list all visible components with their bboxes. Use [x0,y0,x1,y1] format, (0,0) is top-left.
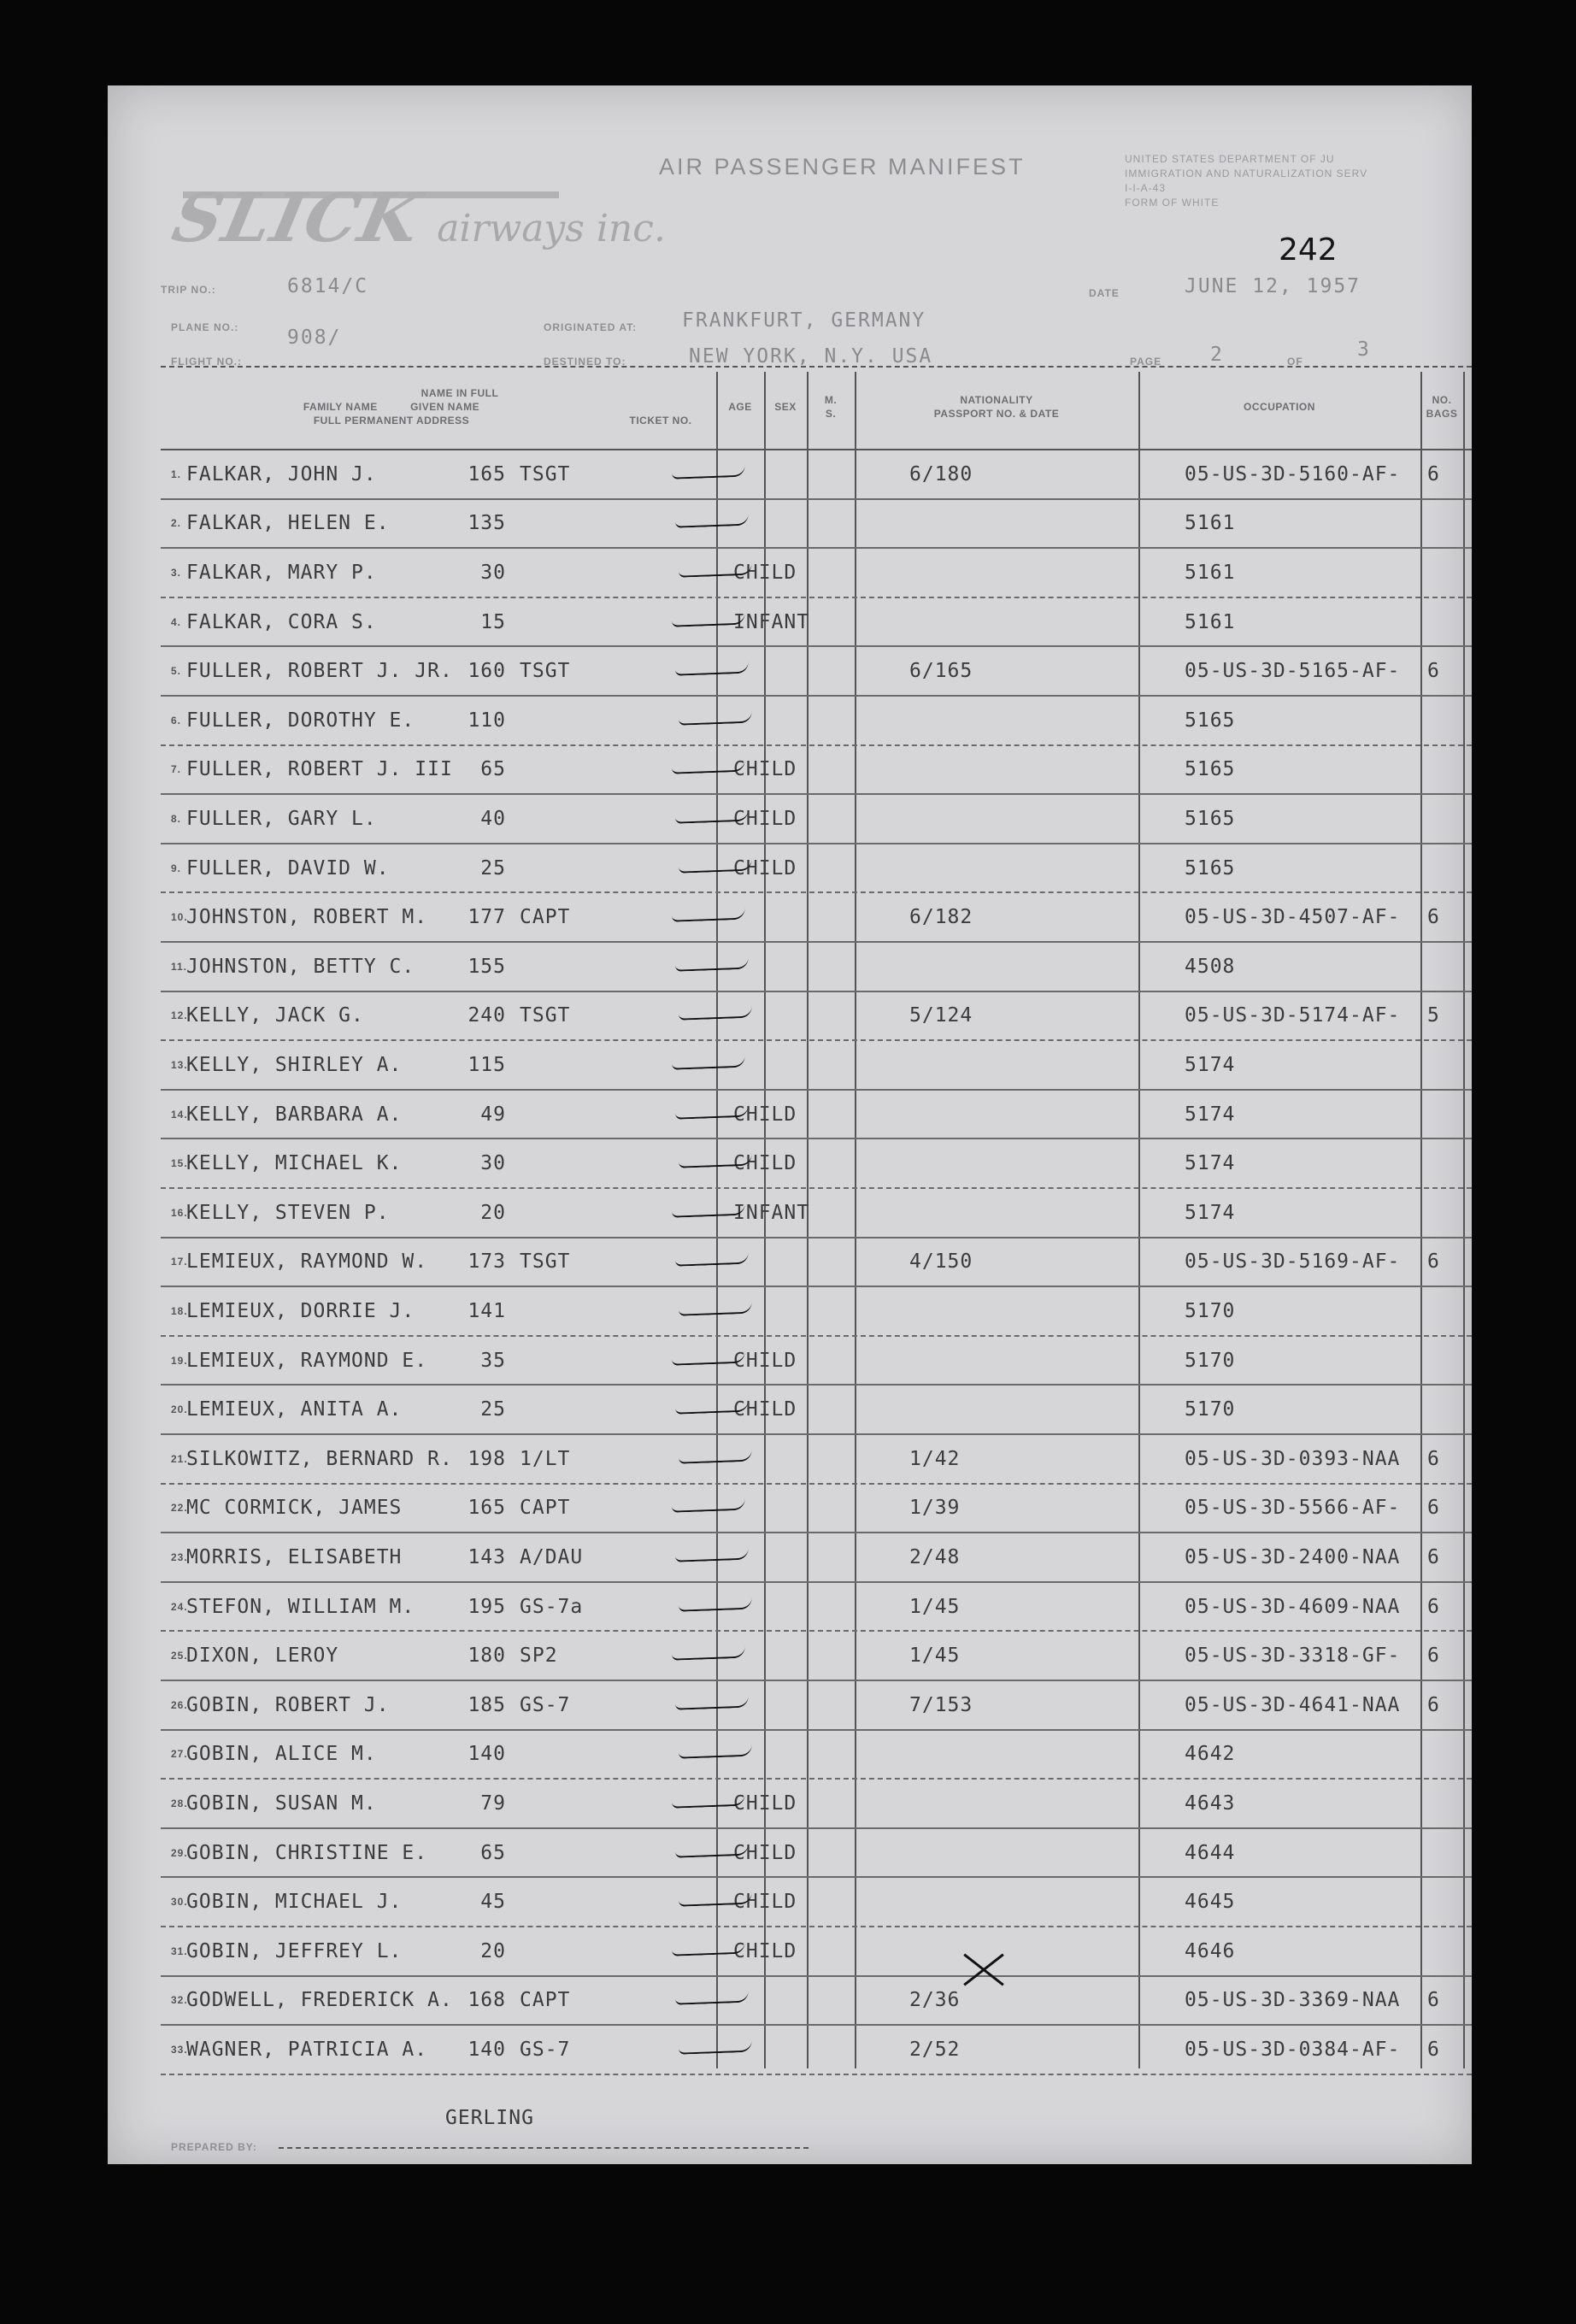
handwritten-check-stroke [672,1056,745,1070]
table-row [161,795,1472,844]
table-row [161,1780,1472,1829]
row-number: 14. [171,1108,188,1121]
table-row [161,1632,1472,1681]
passenger-name: GOBIN, CHRISTINE E. [186,1841,428,1864]
ticket-number: 20 [480,1201,506,1224]
header-nationality: NATIONALITY [960,394,1033,406]
table-row [161,1681,1472,1731]
bag-count: 6 [1427,1989,1440,2012]
ticket-number: 240 [468,1004,506,1027]
row-number: 18. [171,1304,188,1317]
occupation-code: 05-US-3D-5174-AF- [1185,1004,1401,1027]
row-number: 30. [171,1896,188,1909]
row-number: 3. [171,566,182,579]
trip-number: 6814/C [287,275,369,297]
passenger-name: GOBIN, ALICE M. [186,1743,377,1766]
header-bags-2: BAGS [1426,408,1458,420]
row-number: 20. [171,1403,188,1416]
occupation-code: 5165 [1185,807,1236,830]
passenger-name: FULLER, GARY L. [186,807,377,830]
header-name-3: FULL PERMANENT ADDRESS [313,415,470,427]
passenger-name: LEMIEUX, ANITA A. [186,1398,403,1421]
destination-value: NEW YORK, N.Y. USA [689,345,933,368]
handwritten-check-stroke [679,858,752,873]
age-category: CHILD [733,1841,797,1864]
passenger-name: DIXON, LEROY [186,1644,339,1668]
bag-count: 6 [1427,660,1440,683]
passport-number: 6/182 [909,906,973,929]
row-number: 7. [171,763,182,776]
passport-number: 5/124 [909,1004,973,1027]
prepared-by-label: PREPARED BY: [171,2141,257,2153]
passenger-name: FALKAR, JOHN J. [186,462,377,485]
passport-number: 2/48 [909,1545,961,1568]
passenger-grade: GS-7 [520,2038,571,2061]
occupation-code: 4646 [1185,1939,1236,1962]
handwritten-check-stroke [675,1843,749,1857]
age-category: INFANT [733,610,810,633]
plane-number: 908/ [287,327,342,349]
table-row [161,500,1472,550]
logo-wordmark: SLICK [166,179,429,257]
row-number: 29. [171,1846,188,1859]
passenger-name: LEMIEUX, DORRIE J. [186,1299,415,1322]
occupation-code: 5161 [1185,610,1236,633]
table-row [161,1583,1472,1633]
passenger-grade: TSGT [520,462,571,485]
row-number: 31. [171,1945,188,1957]
age-category: INFANT [733,1201,810,1224]
passport-number: 1/45 [909,1595,961,1618]
table-row [161,549,1472,598]
bag-count: 6 [1427,1545,1440,1568]
passenger-name: GOBIN, ROBERT J. [186,1693,390,1716]
ticket-number: 25 [480,1398,506,1421]
manifest-sheet [108,85,1472,2164]
passenger-grade: TSGT [520,1250,571,1274]
handwritten-x-mark [959,1953,1003,1987]
passenger-name: KELLY, MICHAEL K. [186,1152,403,1175]
occupation-code: 5174 [1185,1053,1236,1076]
row-number: 13. [171,1058,188,1071]
passenger-name: FULLER, DOROTHY E. [186,709,415,732]
passenger-name: FULLER, ROBERT J. JR. [186,660,453,683]
table-row [161,1386,1472,1435]
agency-block [1125,152,1467,210]
row-number: 22. [171,1502,188,1515]
age-category: CHILD [733,1398,797,1421]
ticket-number: 110 [468,709,506,732]
handwritten-check-stroke [679,1744,752,1759]
handwritten-check-stroke [672,908,745,922]
passenger-name: MC CORMICK, JAMES [186,1497,403,1520]
occupation-code: 5161 [1185,512,1236,535]
handwritten-check-stroke [679,1450,752,1464]
ticket-number: 45 [480,1891,506,1914]
table-header [161,372,1472,449]
age-category: CHILD [733,758,797,781]
occupation-code: 5170 [1185,1349,1236,1372]
ticket-number: 49 [480,1103,506,1126]
table-row [161,2026,1472,2075]
bag-count: 6 [1427,1447,1440,1470]
occupation-code: 5174 [1185,1103,1236,1126]
occupation-code: 05-US-3D-0393-NAA [1185,1447,1401,1470]
header-rule [161,366,1472,368]
passenger-table [161,372,1472,2064]
occupation-code: 5165 [1185,758,1236,781]
handwritten-check-stroke [675,1991,749,2005]
passenger-grade: SP2 [520,1644,558,1668]
passport-number: 7/153 [909,1693,973,1716]
page-value: 2 [1210,344,1224,366]
header-ms-2: S. [825,408,837,420]
row-number: 15. [171,1157,188,1170]
agency-line: I-I-A-43 [1125,182,1167,194]
age-category: CHILD [733,561,797,584]
row-number: 19. [171,1354,188,1367]
ticket-number: 195 [468,1595,506,1618]
passenger-name: GOBIN, JEFFREY L. [186,1939,403,1962]
agency-line: UNITED STATES DEPARTMENT OF JU [1125,153,1335,165]
ticket-number: 185 [468,1693,506,1716]
table-row [161,450,1472,500]
ticket-number: 177 [468,906,506,929]
age-category: CHILD [733,1103,797,1126]
occupation-code: 5165 [1185,709,1236,732]
passenger-name: FULLER, ROBERT J. III [186,758,453,781]
occupation-code: 05-US-3D-5566-AF- [1185,1497,1401,1520]
table-row [161,992,1472,1042]
page-label: PAGE [1130,356,1162,368]
ticket-number: 40 [480,807,506,830]
passenger-grade: GS-7a [520,1595,584,1618]
header-age: AGE [728,401,752,413]
destination-label: DESTINED TO: [544,356,626,368]
handwritten-check-stroke [672,612,745,627]
handwritten-check-stroke [675,1252,749,1267]
row-number: 23. [171,1550,188,1563]
row-number: 16. [171,1206,188,1219]
occupation-code: 05-US-3D-5165-AF- [1185,660,1401,683]
of-value: 3 [1357,338,1371,361]
passenger-name: STEFON, WILLIAM M. [186,1595,415,1618]
table-row [161,1139,1472,1189]
row-number: 5. [171,665,182,678]
handwritten-check-stroke [675,1104,749,1119]
handwritten-check-stroke [672,1646,745,1661]
document-title: AIR PASSENGER MANIFEST [659,154,1026,179]
table-row [161,1189,1472,1238]
document-number: 242 [1279,232,1338,268]
passenger-grade: TSGT [520,660,571,683]
header-ms-1: M. [824,394,838,406]
ticket-number: 20 [480,1939,506,1962]
agency-line: IMMIGRATION AND NATURALIZATION SERV [1125,168,1368,179]
prepared-by-name: GERLING [445,2107,534,2129]
bag-count: 6 [1427,462,1440,485]
passenger-name: KELLY, STEVEN P. [186,1201,390,1224]
age-category: CHILD [733,807,797,830]
occupation-code: 5170 [1185,1299,1236,1322]
table-row [161,1878,1472,1927]
handwritten-check-stroke [675,514,749,528]
origin-label: ORIGINATED AT: [544,321,638,333]
ticket-number: 65 [480,758,506,781]
trip-label: TRIP NO.: [161,284,216,296]
ticket-number: 35 [480,1349,506,1372]
row-number: 12. [171,1009,188,1022]
passenger-name: KELLY, JACK G. [186,1004,364,1027]
passenger-grade: A/DAU [520,1545,584,1568]
table-row [161,1829,1472,1879]
handwritten-check-stroke [675,1696,749,1710]
occupation-code: 5174 [1185,1201,1236,1224]
handwritten-check-stroke [672,1498,745,1513]
bag-count: 6 [1427,1693,1440,1716]
passport-number: 2/52 [909,2038,961,2061]
passport-number: 2/36 [909,1989,961,2012]
table-row [161,598,1472,648]
row-number: 6. [171,714,182,727]
row-number: 21. [171,1452,188,1465]
header-ticket: TICKET NO. [629,415,692,427]
ticket-number: 30 [480,561,506,584]
age-category: CHILD [733,1152,797,1175]
table-row [161,1977,1472,2027]
row-number: 24. [171,1600,188,1613]
handwritten-check-stroke [672,1942,745,1956]
occupation-code: 05-US-3D-4609-NAA [1185,1595,1401,1618]
plane-label: PLANE NO.: [171,321,239,333]
occupation-code: 5170 [1185,1398,1236,1421]
header-sex: SEX [774,401,797,413]
ticket-number: 25 [480,856,506,880]
agency-line: FORM OF WHITE [1125,197,1220,209]
occupation-code: 05-US-3D-3369-NAA [1185,1989,1401,2012]
passport-number: 1/45 [909,1644,961,1668]
row-number: 9. [171,862,182,874]
bag-count: 6 [1427,906,1440,929]
ticket-number: 143 [468,1545,506,1568]
passport-number: 4/150 [909,1250,973,1274]
ticket-number: 140 [468,1743,506,1766]
passenger-name: LEMIEUX, RAYMOND E. [186,1349,428,1372]
occupation-code: 05-US-3D-3318-GF- [1185,1644,1401,1668]
occupation-code: 4642 [1185,1743,1236,1766]
ticket-number: 30 [480,1152,506,1175]
handwritten-check-stroke [679,1302,752,1316]
table-row [161,943,1472,992]
passenger-grade: CAPT [520,906,571,929]
ticket-number: 173 [468,1250,506,1274]
row-number: 8. [171,812,182,825]
handwritten-check-stroke [679,1597,752,1611]
passenger-name: KELLY, SHIRLEY A. [186,1053,403,1076]
row-number: 11. [171,960,188,973]
occupation-code: 4508 [1185,955,1236,978]
table-row [161,1927,1472,1977]
ticket-number: 198 [468,1447,506,1470]
passenger-name: JOHNSTON, ROBERT M. [186,906,428,929]
passenger-grade: CAPT [520,1989,571,2012]
occupation-code: 4644 [1185,1841,1236,1864]
handwritten-check-stroke [679,2040,752,2055]
passenger-name: FALKAR, MARY P. [186,561,377,584]
handwritten-check-stroke [679,1006,752,1021]
age-category: CHILD [733,1939,797,1962]
handwritten-check-stroke [675,1548,749,1562]
row-number: 4. [171,615,182,628]
row-number: 27. [171,1748,188,1761]
occupation-code: 05-US-3D-2400-NAA [1185,1545,1401,1568]
occupation-code: 5161 [1185,561,1236,584]
occupation-code: 5174 [1185,1152,1236,1175]
table-row [161,1238,1472,1288]
occupation-code: 05-US-3D-5169-AF- [1185,1250,1401,1274]
table-row [161,1485,1472,1534]
passport-number: 1/39 [909,1497,961,1520]
row-number: 2. [171,517,182,530]
passenger-grade: GS-7 [520,1693,571,1716]
handwritten-check-stroke [675,957,749,972]
date-label: DATE [1089,287,1120,299]
age-category: CHILD [733,1792,797,1815]
passenger-name: WAGNER, PATRICIA A. [186,2038,428,2061]
passenger-name: GOBIN, MICHAEL J. [186,1891,403,1914]
table-row [161,1533,1472,1583]
passenger-name: KELLY, BARBARA A. [186,1103,403,1126]
passport-number: 6/165 [909,660,973,683]
handwritten-check-stroke [672,1203,745,1218]
passport-number: 1/42 [909,1447,961,1470]
row-number: 17. [171,1256,188,1268]
passenger-grade: CAPT [520,1497,571,1520]
row-number: 25. [171,1650,188,1662]
occupation-code: 4643 [1185,1792,1236,1815]
ticket-number: 168 [468,1989,506,2012]
row-number: 1. [171,468,182,480]
table-row [161,647,1472,697]
table-row [161,697,1472,746]
occupation-code: 05-US-3D-4507-AF- [1185,906,1401,929]
airline-logo [166,179,666,261]
passenger-name: FULLER, DAVID W. [186,856,390,880]
flight-label: FLIGHT NO.: [171,356,242,368]
ticket-number: 65 [480,1841,506,1864]
row-number: 28. [171,1797,188,1809]
bag-count: 6 [1427,1595,1440,1618]
passenger-name: LEMIEUX, RAYMOND W. [186,1250,428,1274]
table-row [161,844,1472,894]
of-label: OF [1287,356,1303,368]
passenger-name: GODWELL, FREDERICK A. [186,1989,453,2012]
passenger-grade: TSGT [520,1004,571,1027]
row-number: 10. [171,911,188,924]
passenger-name: FALKAR, CORA S. [186,610,377,633]
handwritten-check-stroke [672,465,745,480]
passenger-name: GOBIN, SUSAN M. [186,1792,377,1815]
origin-value: FRANKFURT, GERMANY [682,309,926,332]
ticket-number: 180 [468,1644,506,1668]
passport-number: 6/180 [909,462,973,485]
bag-count: 6 [1427,1644,1440,1668]
table-row [161,1731,1472,1780]
passenger-name: JOHNSTON, BETTY C. [186,955,415,978]
passenger-grade: 1/LT [520,1447,571,1470]
header-occupation: OCCUPATION [1244,401,1315,413]
ticket-number: 160 [468,660,506,683]
table-row [161,893,1472,943]
table-row [161,1435,1472,1485]
ticket-number: 155 [468,955,506,978]
header-passport: PASSPORT NO. & DATE [933,408,1060,420]
occupation-code: 05-US-3D-0384-AF- [1185,2038,1401,2061]
occupation-code: 05-US-3D-5160-AF- [1185,462,1401,485]
logo-subtitle: airways inc. [437,207,666,250]
header-name-1: NAME IN FULL [420,387,499,399]
handwritten-check-stroke [672,1350,745,1365]
passenger-name: FALKAR, HELEN E. [186,512,390,535]
table-row [161,1337,1472,1386]
occupation-code: 5165 [1185,856,1236,880]
header-name-2: FAMILY NAME GIVEN NAME [303,401,480,413]
occupation-code: 05-US-3D-4641-NAA [1185,1693,1401,1716]
ticket-number: 135 [468,512,506,535]
handwritten-check-stroke [679,711,752,726]
ticket-number: 79 [480,1792,506,1815]
bag-count: 5 [1427,1004,1440,1027]
bag-count: 6 [1427,1497,1440,1520]
row-number: 33. [171,2043,188,2056]
age-category: CHILD [733,1891,797,1914]
table-row [161,1091,1472,1140]
passenger-name: SILKOWITZ, BERNARD R. [186,1447,453,1470]
ticket-number: 165 [468,462,506,485]
bag-count: 6 [1427,2038,1440,2061]
table-row [161,746,1472,796]
ticket-number: 165 [468,1497,506,1520]
header-bags-1: NO. [1432,394,1452,406]
occupation-code: 4645 [1185,1891,1236,1914]
row-number: 32. [171,1994,188,2007]
age-category: CHILD [733,856,797,880]
passenger-name: MORRIS, ELISABETH [186,1545,403,1568]
ticket-number: 141 [468,1299,506,1322]
ticket-number: 15 [480,610,506,633]
bag-count: 6 [1427,1250,1440,1274]
handwritten-check-stroke [675,662,749,676]
ticket-number: 115 [468,1053,506,1076]
age-category: CHILD [733,1349,797,1372]
date-value: JUNE 12, 1957 [1185,275,1361,297]
ticket-number: 140 [468,2038,506,2061]
table-row [161,1287,1472,1337]
table-row [161,1041,1472,1091]
row-number: 26. [171,1698,188,1711]
prepared-by-line [279,2147,809,2149]
